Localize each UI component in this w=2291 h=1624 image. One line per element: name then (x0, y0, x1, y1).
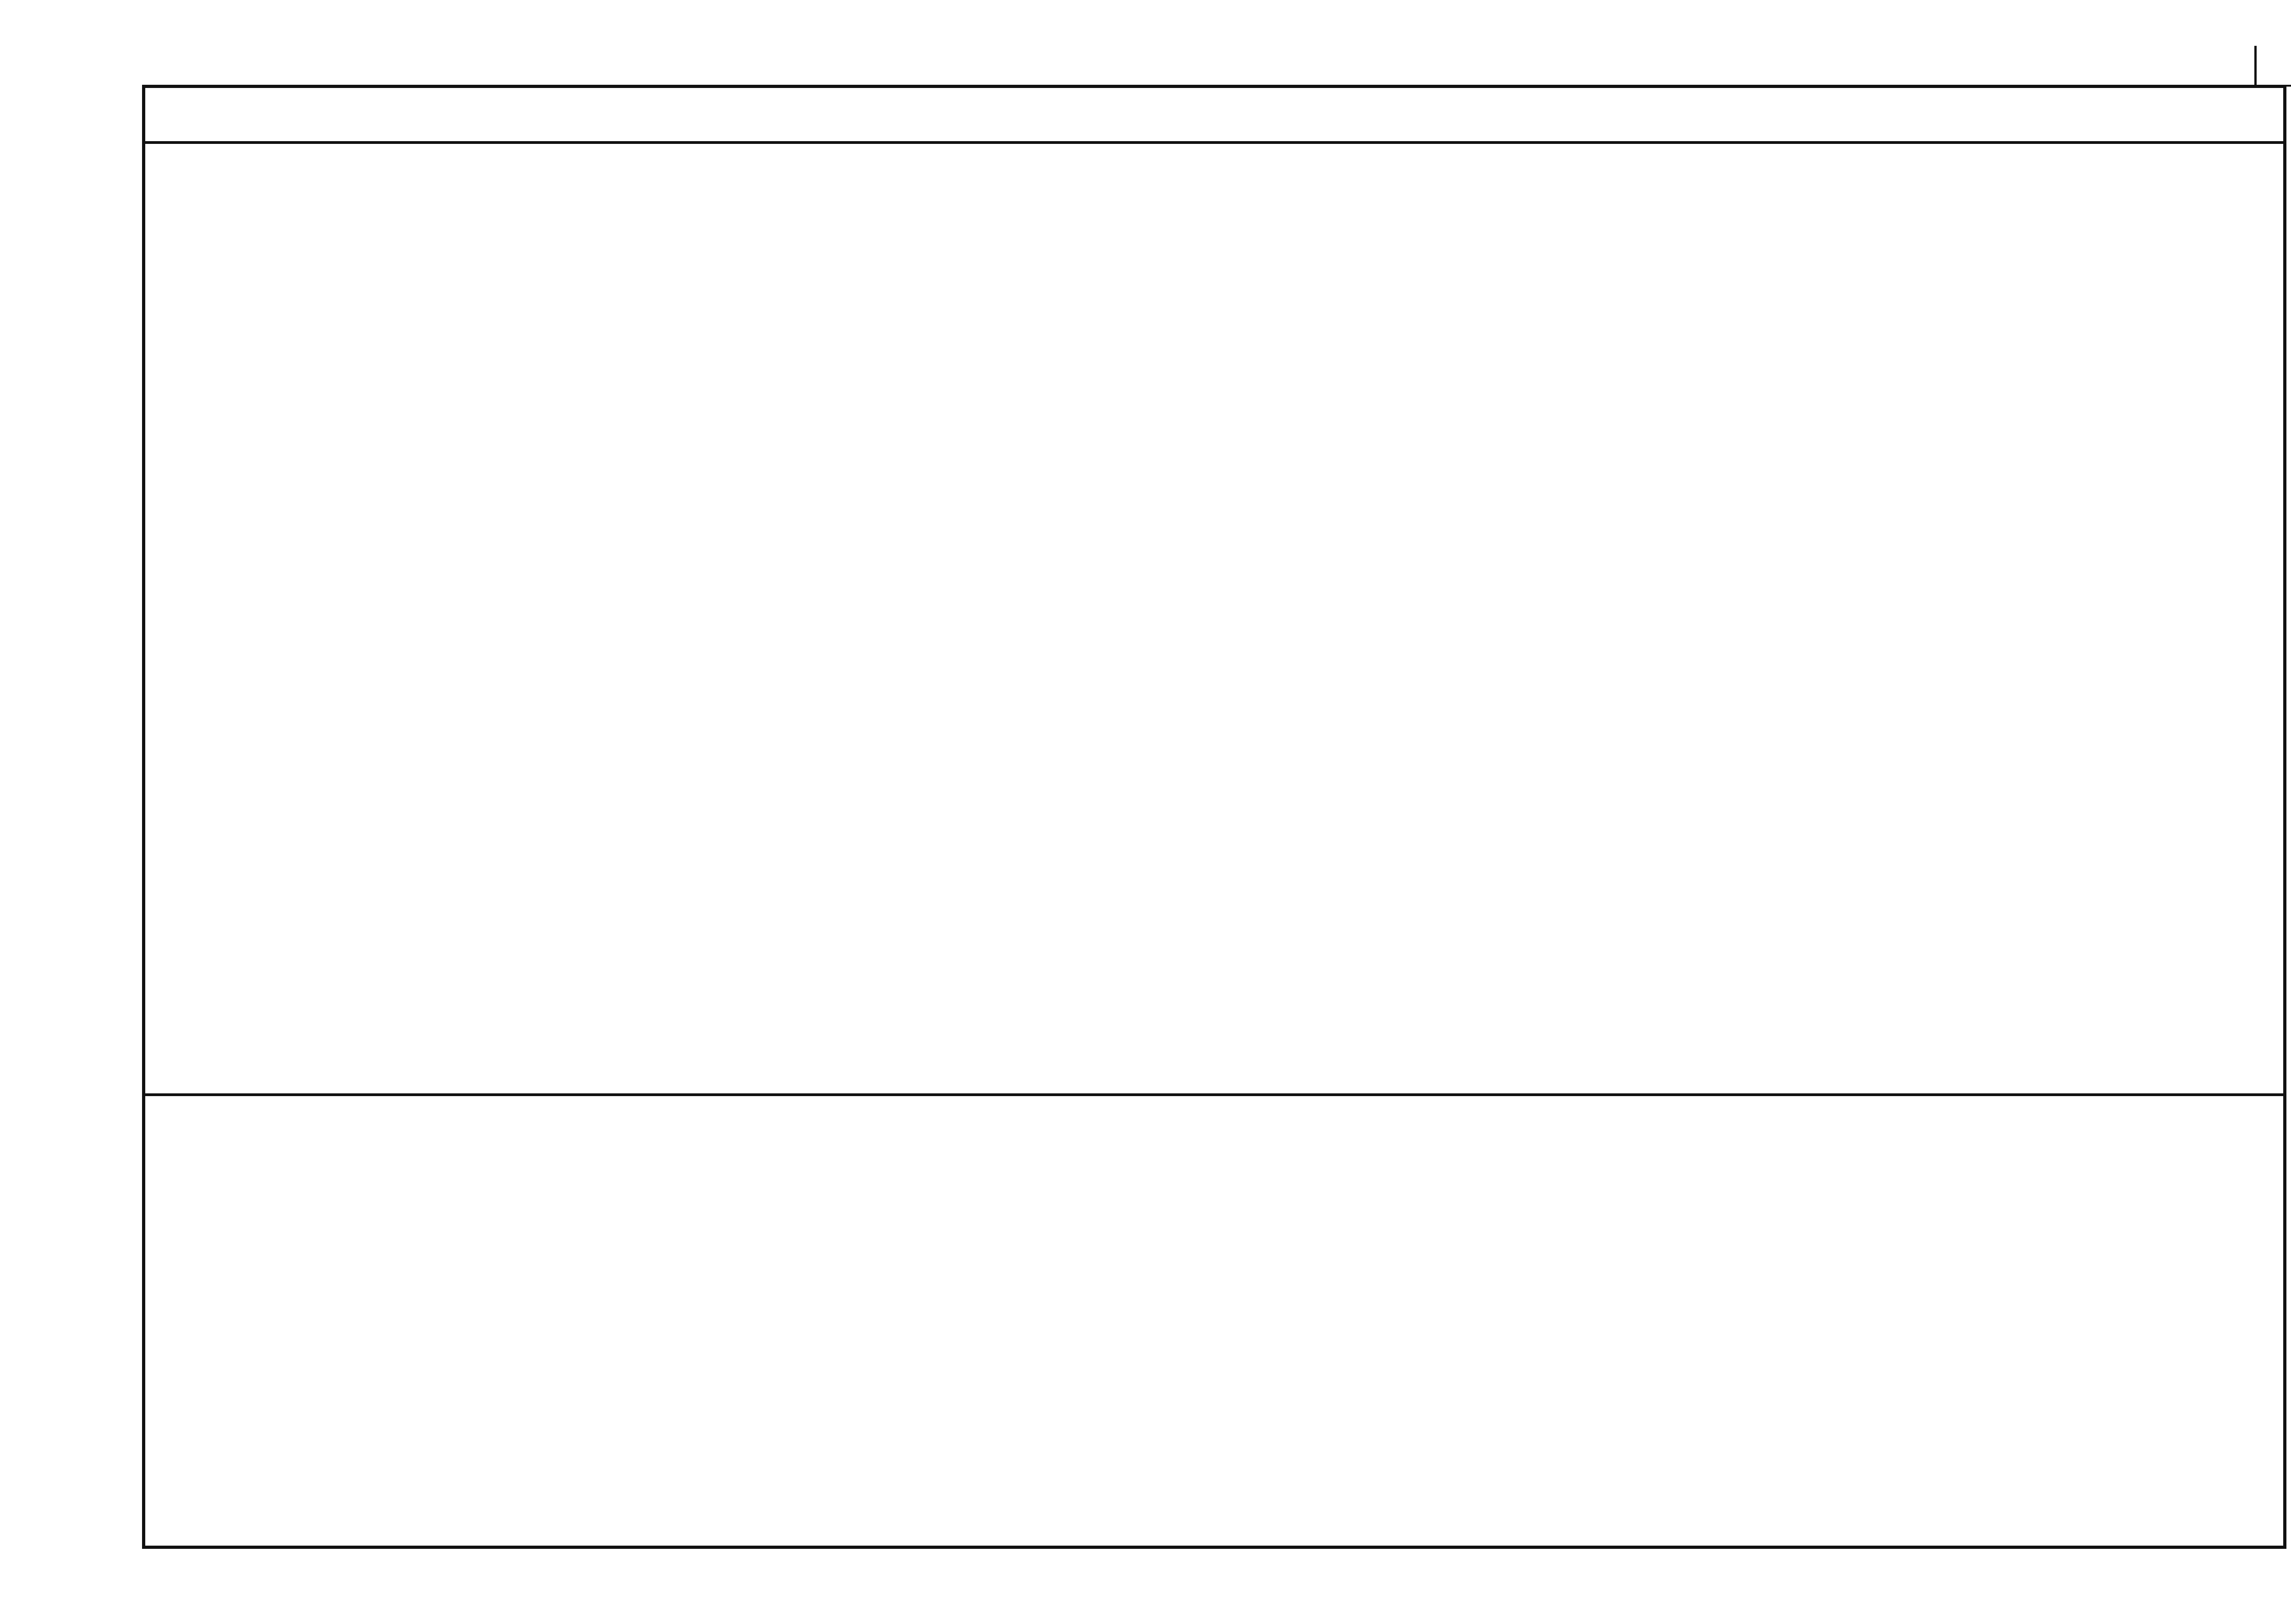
outer-frame (142, 85, 2286, 1549)
page-number-mark (2254, 46, 2257, 87)
top-band-line (142, 141, 2286, 144)
table-bottom-line (142, 1093, 2286, 1096)
